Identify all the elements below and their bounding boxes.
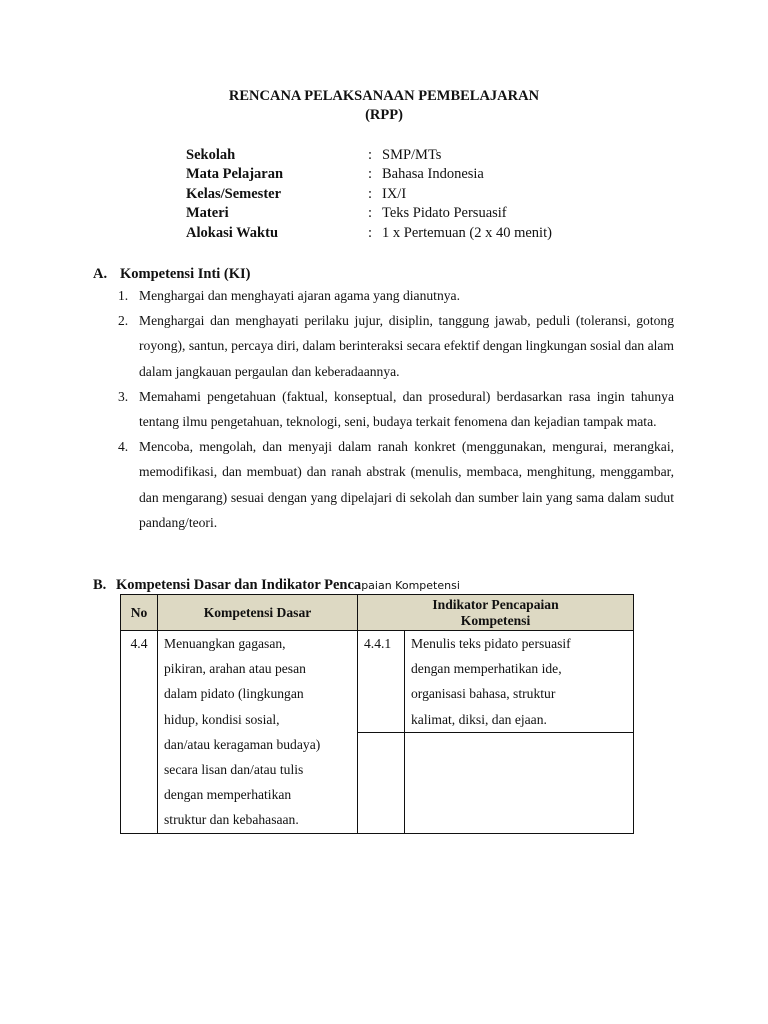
info-value: SMP/MTs [382, 147, 442, 163]
info-row-materi [186, 204, 682, 223]
info-colon: : [368, 147, 373, 163]
list-number: 3. [118, 388, 129, 404]
document-subtitle: (RPP) [365, 107, 403, 123]
cell-no: 4.4 [121, 631, 158, 834]
info-row-kelas-semester [186, 185, 682, 204]
list-text: Menghargai dan menghayati perilaku jujur, disiplin, tanggung jawab, peduli (toleransi, gotong royong), santun, percaya diri, dalam berinteraksi secara efektif dengan lingkungan sosial dan alam dalam jangkauan pergaulan dan keberadaannya. [139, 313, 674, 379]
indikator-line: organisasi bahasa, struktur [411, 686, 556, 702]
info-label: Mata Pelajaran [186, 166, 284, 183]
kd-line: pikiran, arahan atau pesan [164, 661, 306, 677]
info-value: Bahasa Indonesia [382, 166, 484, 183]
header-kompetensi-dasar: Kompetensi Dasar [158, 595, 358, 631]
header-indikator [358, 595, 634, 631]
cell-kompetensi-dasar [158, 631, 358, 834]
info-value: Teks Pidato Persuasif [382, 205, 507, 222]
kd-line: hidup, kondisi sosial, [164, 711, 280, 727]
kompetensi-dasar-table [120, 594, 634, 834]
info-row-sekolah [186, 146, 682, 165]
kd-line: dalam pidato (lingkungan [164, 686, 304, 702]
info-label: Alokasi Waktu [186, 224, 279, 241]
info-label: Materi [186, 205, 229, 222]
indikator-line: Menulis teks pidato persuasif [411, 636, 571, 651]
table-row [121, 631, 634, 733]
info-value: 1 x Pertemuan (2 x 40 menit) [382, 224, 552, 241]
document-title: RENCANA PELAKSANAAN PEMBELAJARAN [228, 88, 540, 104]
section-letter: A. [93, 266, 108, 282]
section-b-heading [93, 577, 460, 594]
info-colon: : [368, 185, 373, 202]
info-label: Kelas/Semester [186, 185, 282, 202]
info-colon: : [368, 205, 373, 222]
list-text: Mencoba, mengolah, dan menyaji dalam ranah konkret (menggunakan, mengurai, merangkai, memodifikasi, dan membuat) dan ranah abstrak (menulis, membaca, menghitung, menggambar, dan mengarang) sesuai dengan yang dipelajari di sekolah dan sumber lain yang sama dalam sudut pandang/teori. [139, 439, 674, 530]
info-row-mata-pelajaran [186, 165, 682, 184]
kompetensi-inti-list [118, 283, 674, 535]
list-number: 4. [118, 439, 129, 455]
kd-line: dan/atau keragaman budaya) [164, 736, 321, 752]
list-item [118, 308, 674, 384]
section-a-heading [93, 266, 251, 283]
list-item [118, 283, 674, 308]
list-item [118, 434, 674, 535]
header-indikator-line: Kompetensi [460, 612, 531, 628]
kd-line: secara lisan dan/atau tulis [164, 762, 304, 778]
list-number: 1. [118, 288, 129, 303]
kd-line: dengan memperhatikan [164, 787, 292, 803]
cell-empty [358, 732, 405, 833]
list-text: Menghargai dan menghayati ajaran agama yang dianutnya. [139, 288, 460, 303]
section-title: Kompetensi Inti (KI) [120, 266, 251, 282]
section-title: Kompetensi Dasar dan Indikator Penca [116, 577, 362, 593]
kd-line: struktur dan kebahasaan. [164, 812, 299, 828]
list-item [118, 384, 674, 434]
list-number: 2. [118, 313, 129, 329]
indikator-line: kalimat, diksi, dan ejaan. [411, 711, 547, 727]
cell-indikator [405, 631, 634, 733]
header-indikator-line: Indikator Pencapaian [432, 596, 559, 612]
section-letter: B. [93, 577, 107, 593]
info-value: IX/I [382, 185, 407, 202]
list-text: Memahami pengetahuan (faktual, konseptual, dan prosedural) berdasarkan rasa ingin tahunya tentang ilmu pengetahuan, teknologi, seni, budaya terkait fenomena dan kejadian tampak mata. [139, 388, 674, 430]
indikator-line: dengan memperhatikan ide, [411, 661, 562, 677]
table-header-row [121, 595, 634, 631]
section-title-tail: paian Kompetensi [361, 579, 460, 592]
info-table [186, 146, 682, 243]
info-colon: : [368, 166, 373, 183]
header-no: No [121, 595, 158, 631]
info-label: Sekolah [186, 147, 236, 163]
info-row-alokasi-waktu [186, 224, 682, 243]
info-colon: : [368, 224, 373, 241]
kd-line: Menuangkan gagasan, [164, 636, 286, 651]
cell-empty [405, 732, 634, 833]
cell-indikator-code: 4.4.1 [358, 631, 405, 733]
